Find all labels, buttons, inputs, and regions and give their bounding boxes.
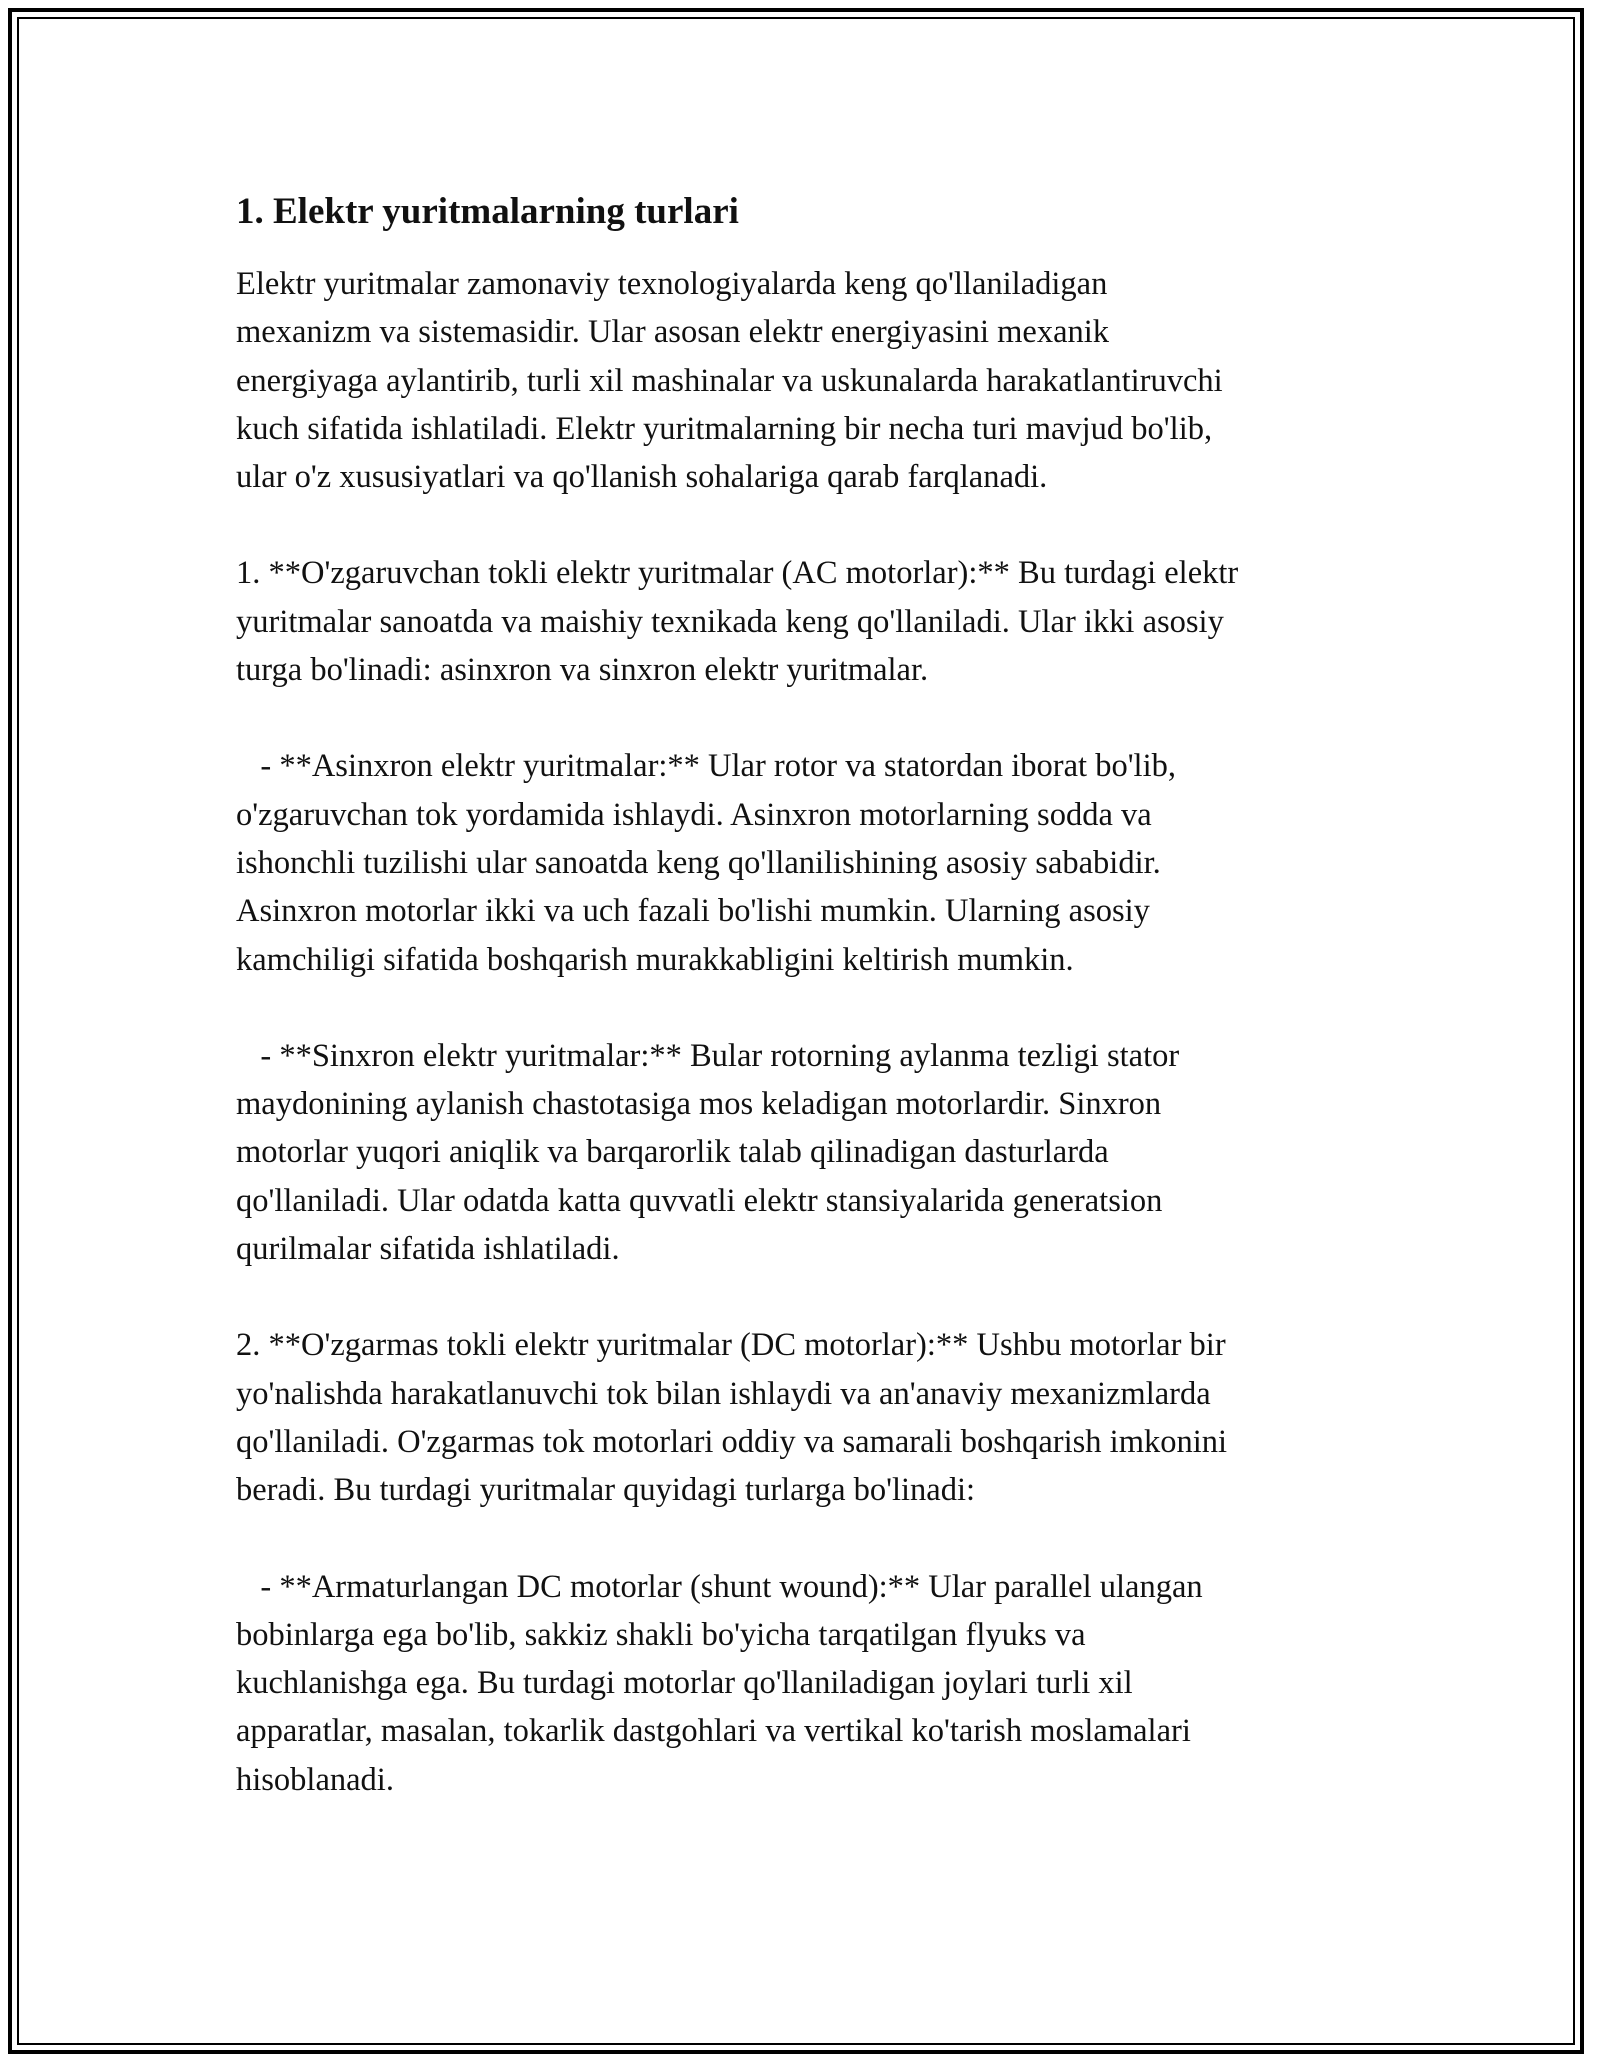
ac-motors-paragraph: 1. **O'zgaruvchan tokli elektr yuritmalar (AC motorlar):** Bu turdagi elektr yuritmalar sanoatda va maishiy texnikada keng qo'llaniladi. Ular ikki asosiy turga bo'linadi: asinxron va sinxron elektr yuritmalar. <box>236 555 1239 689</box>
document-heading: 1. Elektr yuritmalarning turlari <box>236 191 739 232</box>
shunt-wound-motors-paragraph: - **Armaturlangan DC motorlar (shunt wound):** Ular parallel ulangan bobinlarga ega bo'lib, sakkiz shakli bo'yicha tarqatilgan flyuks va kuchlanishga ega. Bu turdagi motorlar qo'llaniladigan joylari turli xil apparatlar, masalan, tokarlik dastgohlari va vertikal ko'tarish moslamalari hisoblanadi. <box>236 1568 1203 1798</box>
synchronous-motors-paragraph: - **Sinxron elektr yuritmalar:** Bular rotorning aylanma tezligi stator maydonining aylanish chastotasiga mos keladigan motorlardir. Sinxron motorlar yuqori aniqlik va barqarorlik talab qilinadigan dasturlarda qo'llaniladi. Ular odatda katta quvvatli elektr stansiyalarida generatsion qurilmalar sifatida ishlatiladi. <box>236 1037 1180 1268</box>
intro-paragraph: Elektr yuritmalar zamonaviy texnologiyalarda keng qo'llaniladigan mexanizm va sistemasidir. Ular asosan elektr energiyasini mexanik energiyaga aylantirib, turli xil mashinalar va uskunalarda harakatlantiruvchi kuch sifatida ishlatiladi. Elektr yuritmalarning bir necha turi mavjud bo'lib, ular o'z xususiyatlari va qo'llanish sohalariga qarab farqlanadi. <box>236 266 1223 496</box>
asynchronous-motors-paragraph: - **Asinxron elektr yuritmalar:** Ular rotor va statordan iborat bo'lib, o'zgaruvchan tok yordamida ishlaydi. Asinxron motorlarning sodda va ishonchli tuzilishi ular sanoatda keng qo'llanilishining asosiy sababidir. Asinxron motorlar ikki va uch fazali bo'lishi mumkin. Ularning asosiy kamchiligi sifatida boshqarish murakkabligini keltirish mumkin. <box>236 748 1176 978</box>
document-body <box>236 190 1381 1852</box>
dc-motors-paragraph: 2. **O'zgarmas tokli elektr yuritmalar (DC motorlar):** Ushbu motorlar bir yo'nalishda harakatlanuvchi tok bilan ishlaydi va an'anaviy mexanizmlarda qo'llaniladi. O'zgarmas tok motorlari oddiy va samarali boshqarish imkonini beradi. Bu turdagi yuritmalar quyidagi turlarga bo'linadi: <box>236 1327 1228 1509</box>
